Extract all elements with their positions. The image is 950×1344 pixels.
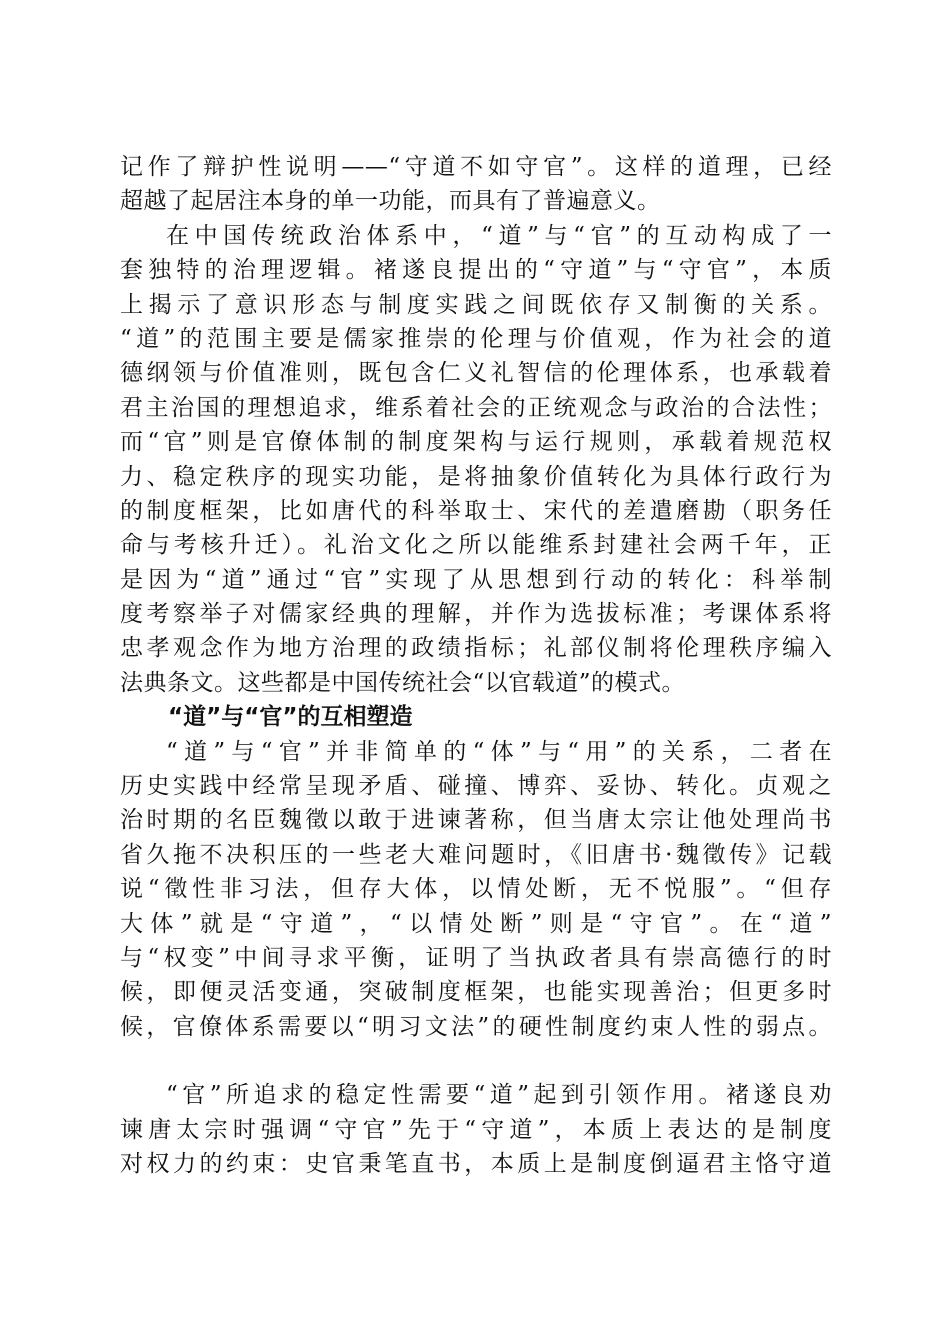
text-line: 上揭示了意识形态与制度实践之间既依存又制衡的关系。 [120, 291, 832, 318]
text-line: 对权力的约束：史官秉笔直书，本质上是制度倒逼君主恪守道 [120, 1150, 832, 1177]
text-line: 君主治国的理想追求，维系着社会的正统观念与政治的合法性； [120, 394, 832, 421]
text-line: 记作了辩护性说明——“守道不如守官”。这样的道理，已经 [120, 154, 832, 180]
paragraph-3 [120, 735, 832, 1045]
text-line: “官”所追求的稳定性需要“道”起到引领作用。褚遂良劝 [166, 1082, 832, 1109]
text-line: 候，即便灵活变通，突破制度框架，也能实现善治；但更多时 [120, 979, 832, 1006]
paragraph-4 [120, 1078, 832, 1181]
text-line: 说“徵性非习法，但存大体，以情处断，无不悦服”。“但存 [120, 876, 832, 903]
text-line: 度考察举子对儒家经典的理解，并作为选拔标准；考课体系将 [120, 601, 832, 628]
document-page [120, 150, 832, 1181]
text-line: 在中国传统政治体系中，“道”与“官”的互动构成了一 [166, 222, 832, 249]
text-line: 而“官”则是官僚体制的制度架构与运行规则，承载着规范权 [120, 429, 832, 456]
text-line: 候，官僚体系需要以“明习文法”的硬性制度约束人性的弱点。 [120, 1013, 832, 1040]
text-line: 忠孝观念作为地方治理的政绩指标；礼部仪制将伦理秩序编入 [120, 635, 832, 662]
text-line: 德纲领与价值准则，既包含仁义礼智信的伦理体系，也承载着 [120, 360, 832, 387]
text-line: 大体”就是“守道”，“以情处断”则是“守官”。在“道” [120, 910, 832, 937]
text-line: 谏唐太宗时强调“守官”先于“守道”，本质上表达的是制度 [120, 1116, 832, 1143]
text-line: 治时期的名臣魏徵以敢于进谏著称，但当唐太宗让他处理尚书 [120, 807, 832, 834]
text-line: “道”的范围主要是儒家推崇的伦理与价值观，作为社会的道 [120, 325, 832, 352]
text-line: 套独特的治理逻辑。褚遂良提出的“守道”与“守官”，本质 [120, 257, 832, 284]
text-line: 与“权变”中间寻求平衡，证明了当执政者具有崇高德行的时 [120, 944, 832, 971]
text-line: 力、稳定秩序的现实功能，是将抽象价值转化为具体行政行为 [120, 463, 832, 490]
text-line: 历史实践中经常呈现矛盾、碰撞、博弈、妥协、转化。贞观之 [120, 773, 832, 800]
text-line: 的制度框架，比如唐代的科举取士、宋代的差遣磨勘（职务任 [120, 497, 832, 524]
text-line: “道”与“官”并非简单的“体”与“用”的关系，二者在 [166, 738, 832, 765]
text-line: 法典条文。这些都是中国传统社会“以官载道”的模式。 [120, 669, 686, 696]
text-line: 省久拖不决积压的一些老大难问题时，《旧唐书·魏徵传》记载 [120, 841, 832, 868]
paragraph-gap [120, 1044, 832, 1078]
text-line: 命与考核升迁）。礼治文化之所以能维系封建社会两千年，正 [120, 532, 832, 559]
text-line: 超越了起居注本身的单一功能，而具有了普遍意义。 [120, 188, 661, 215]
text-line: 是因为“道”通过“官”实现了从思想到行动的转化：科举制 [120, 566, 832, 593]
paragraph-1 [120, 150, 832, 219]
section-heading: “道”与“官”的互相塑造 [168, 704, 413, 731]
paragraph-2 [120, 219, 832, 700]
